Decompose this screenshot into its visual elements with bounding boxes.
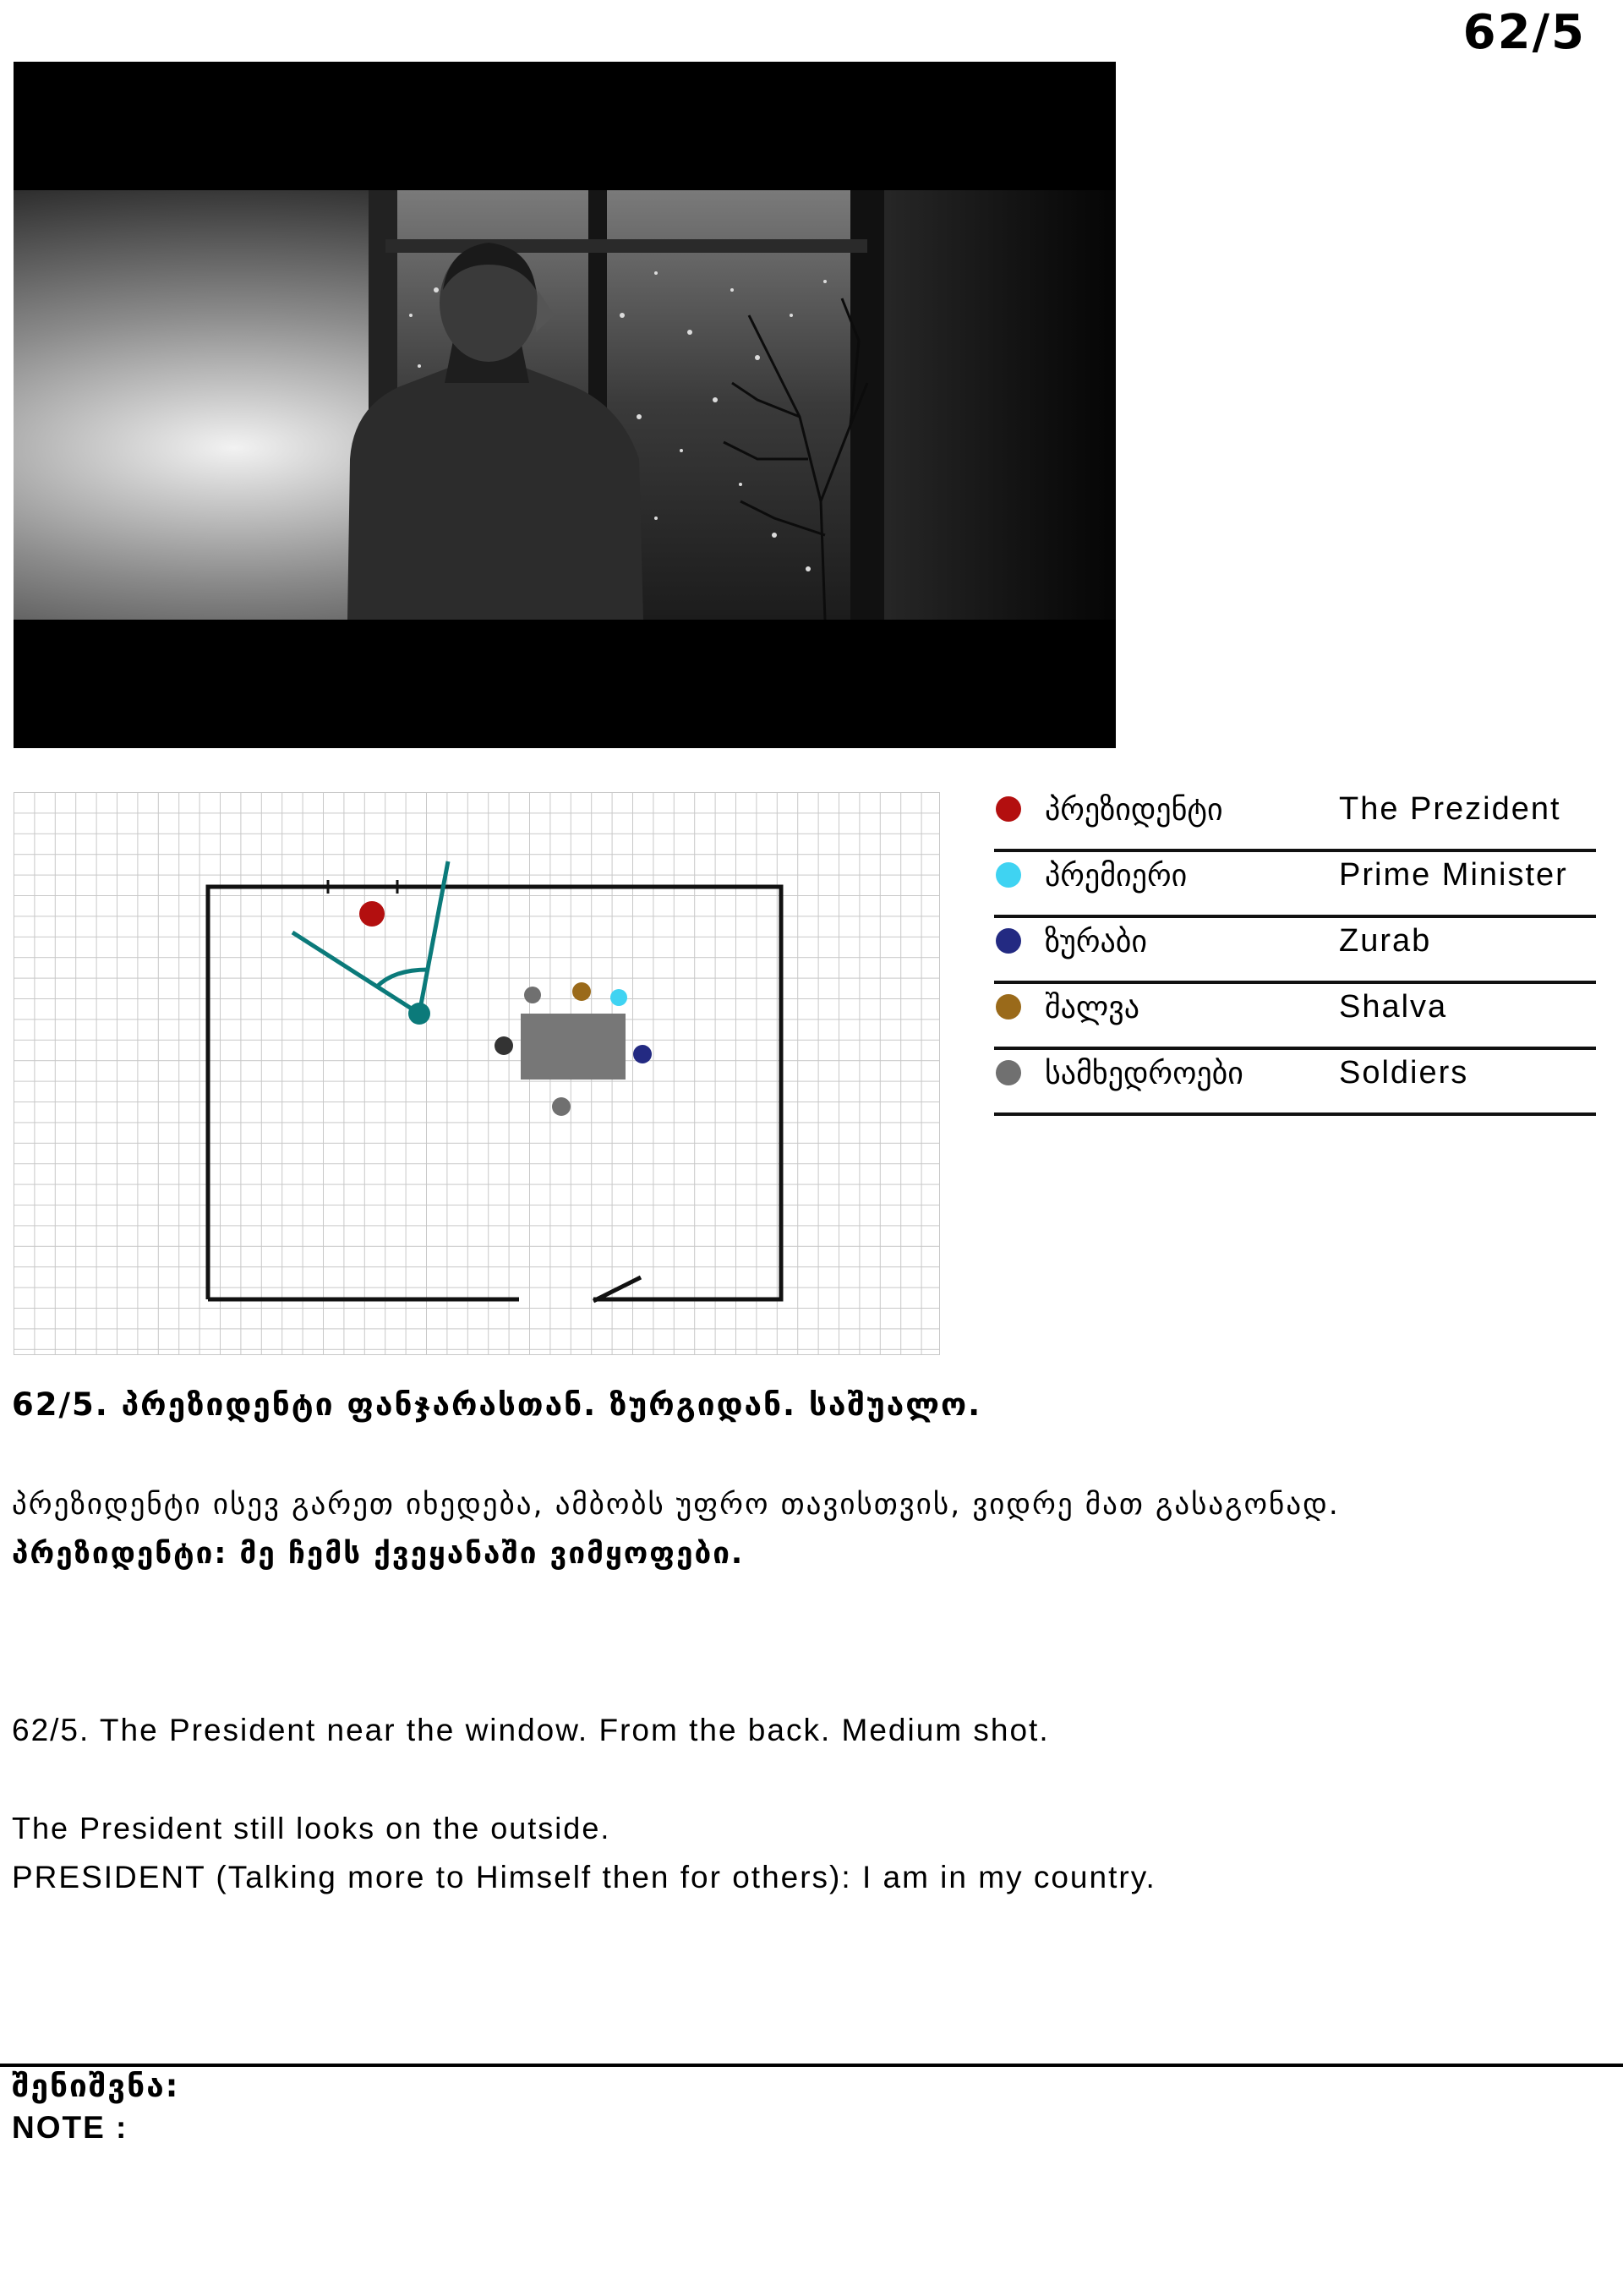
legend-item-soldiers — [994, 1050, 1596, 1116]
legend-item-president — [994, 786, 1596, 852]
legend-label-en: Zurab — [1339, 923, 1432, 959]
note-label-geo: შენიშვნა: — [12, 2068, 180, 2104]
dialogue-line-geo: პრეზიდენტი: მე ჩემს ქვეყანაში ვიმყოფები. — [12, 1537, 745, 1571]
legend-dot-icon — [996, 1060, 1021, 1085]
note-label-en: NOTE : — [12, 2110, 128, 2145]
legend — [994, 786, 1596, 1116]
shalva-marker — [572, 982, 591, 1001]
prime-minister-marker — [610, 989, 627, 1006]
shot-heading-en: 62/5. The President near the window. From the back. Medium shot. — [12, 1713, 1050, 1747]
floor-plan-diagram — [14, 792, 940, 1355]
soldier-marker — [552, 1097, 571, 1116]
legend-label-geo: პრემიერი — [1045, 859, 1188, 894]
note-divider — [0, 2064, 1623, 2067]
dialogue-line-en: PRESIDENT (Talking more to Himself then for others): I am in my country. — [12, 1860, 1156, 1894]
legend-item-prime-minister — [994, 852, 1596, 918]
camera-icon — [408, 1003, 430, 1025]
floor-plan — [14, 792, 940, 1355]
legend-label-en: Shalva — [1339, 989, 1448, 1025]
legend-label-en: Prime Minister — [1339, 857, 1568, 893]
zurab-marker — [633, 1045, 652, 1063]
legend-label-geo: სამხედროები — [1045, 1057, 1243, 1091]
legend-label-geo: შალვა — [1045, 991, 1139, 1025]
legend-label-en: Soldiers — [1339, 1055, 1469, 1091]
legend-item-shalva — [994, 984, 1596, 1050]
table — [521, 1014, 626, 1080]
shot-heading-geo: 62/5. პრეზიდენტი ფანჯარასთან. ზურგიდან. საშუალო. — [12, 1386, 982, 1423]
legend-item-zurab — [994, 918, 1596, 984]
storyboard-frame — [14, 62, 1116, 748]
legend-label-geo: პრეზიდენტი — [1045, 793, 1223, 828]
legend-dot-icon — [996, 994, 1021, 1020]
legend-dot-icon — [996, 796, 1021, 822]
soldier-marker — [495, 1036, 513, 1055]
page-number: 62/5 — [1462, 5, 1586, 60]
legend-dot-icon — [996, 862, 1021, 888]
legend-label-geo: ზურაბი — [1045, 925, 1148, 959]
soldier-marker — [524, 987, 541, 1003]
legend-label-en: The Prezident — [1339, 791, 1561, 827]
storyboard-illustration — [14, 62, 1116, 748]
action-line-en: The President still looks on the outside. — [12, 1811, 611, 1845]
legend-dot-icon — [996, 928, 1021, 954]
president-marker — [359, 901, 385, 927]
action-line-geo: პრეზიდენტი ისევ გარეთ იხედება, ამბობს უფრო თავისთვის, ვიდრე მათ გასაგონად. — [12, 1488, 1340, 1522]
